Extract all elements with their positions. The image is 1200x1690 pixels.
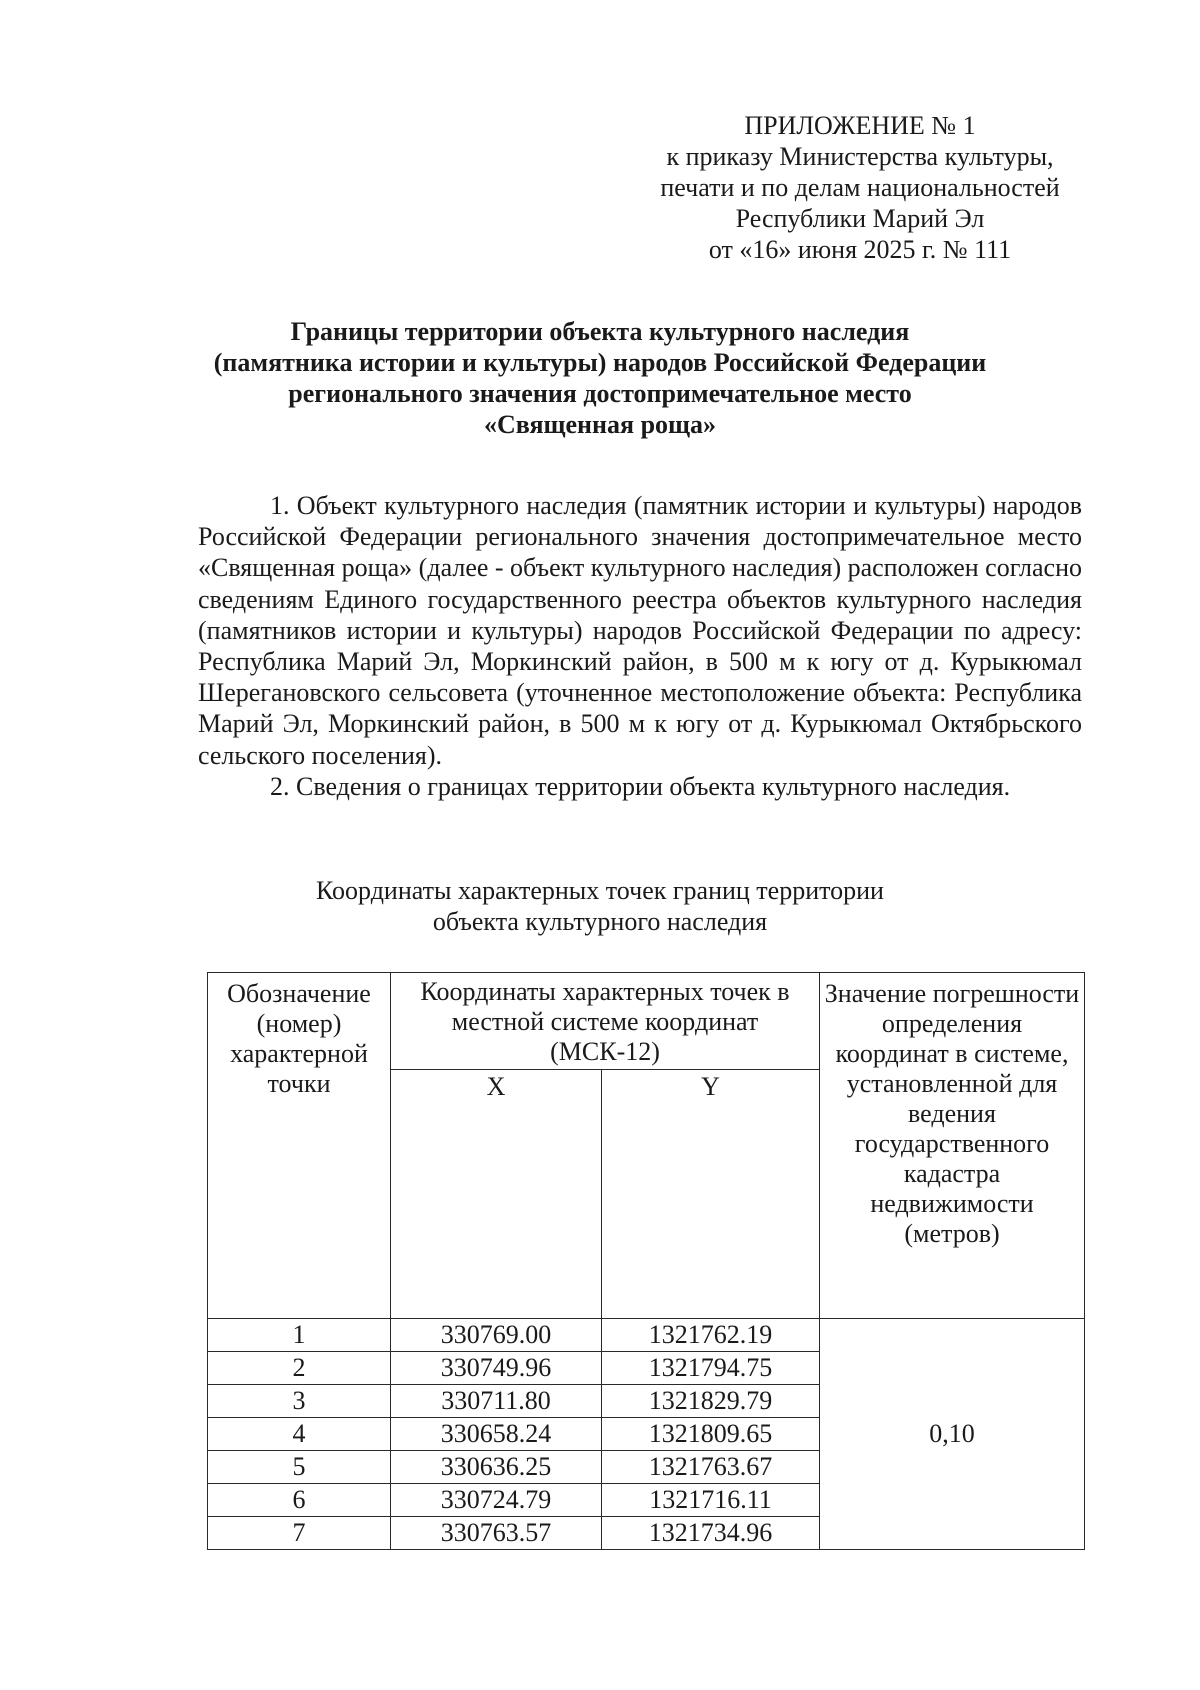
header-x: X	[391, 1070, 602, 1319]
y-value: 1321829.79	[602, 1385, 820, 1418]
title-line: (памятника истории и культуры) народов Российской Федерации	[213, 348, 987, 377]
x-value: 330763.57	[391, 1517, 602, 1550]
point-number: 3	[208, 1385, 391, 1418]
title-line: «Священная роща»	[484, 410, 716, 439]
y-value: 1321716.11	[602, 1484, 820, 1517]
table-header-row	[208, 973, 1085, 1070]
x-value: 330658.24	[391, 1418, 602, 1451]
x-value: 330636.25	[391, 1451, 602, 1484]
paragraph-2: 2. Сведения о границах территории объекта культурного наследия.	[270, 771, 1011, 801]
point-number: 2	[208, 1352, 391, 1385]
y-value: 1321762.19	[602, 1319, 820, 1352]
error-value: 0,10	[820, 1319, 1085, 1550]
paragraph-1: 1. Объект культурного наследия (памятник истории и культуры) народов Российской Федерации регионального значения достопримечательное место «Священная роща» (далее - объект культурного наследия) расположен согласно сведениям Единого государственного реестра объектов культурного наследия (памятников истории и культуры) народов Российской Федерации по адресу: Республика Марий Эл, Моркинский район, в 500 м к югу от д. Курыкюмал Шерегановского сельсовета (уточненное местоположение объекта: Республика Марий Эл, Моркинский район, в 500 м к югу от д. Курыкюмал Октябрьского сельского поселения).	[198, 491, 1083, 770]
appendix-block	[600, 110, 1120, 265]
title-line: регионального значения достопримечательное место	[288, 379, 912, 408]
y-value: 1321809.65	[602, 1418, 820, 1451]
point-number: 7	[208, 1517, 391, 1550]
appendix-date: от «16» июня 2025 г. № 111	[708, 235, 1012, 264]
header-coordinates: Координаты характерных точек в местной системе координат (МСК-12)	[391, 973, 820, 1070]
point-number: 5	[208, 1451, 391, 1484]
x-value: 330769.00	[391, 1319, 602, 1352]
appendix-line: Республики Марий Эл	[735, 204, 985, 233]
appendix-number: ПРИЛОЖЕНИЕ № 1	[744, 111, 976, 140]
x-value: 330749.96	[391, 1352, 602, 1385]
y-value: 1321794.75	[602, 1352, 820, 1385]
table-row	[208, 1319, 1085, 1352]
header-y: Y	[602, 1070, 820, 1319]
caption-line: Координаты характерных точек границ территории	[316, 876, 884, 905]
x-value: 330711.80	[391, 1385, 602, 1418]
x-value: 330724.79	[391, 1484, 602, 1517]
header-point: Обозначение (номер) характерной точки	[208, 973, 391, 1319]
appendix-line: печати и по делам национальностей	[660, 173, 1060, 202]
y-value: 1321763.67	[602, 1451, 820, 1484]
y-value: 1321734.96	[602, 1517, 820, 1550]
appendix-line: к приказу Министерства культуры,	[666, 142, 1054, 171]
point-number: 6	[208, 1484, 391, 1517]
header-error: Значение погрешности определения координат в системе, установленной для ведения государственного кадастра недвижимости (метров)	[820, 973, 1085, 1319]
document-title	[170, 316, 1030, 440]
body-text	[198, 490, 1082, 802]
caption-line: объекта культурного наследия	[432, 907, 768, 936]
point-number: 4	[208, 1418, 391, 1451]
coordinates-table	[207, 972, 1085, 1550]
title-line: Границы территории объекта культурного наследия	[290, 317, 910, 346]
point-number: 1	[208, 1319, 391, 1352]
table-caption	[250, 875, 950, 937]
